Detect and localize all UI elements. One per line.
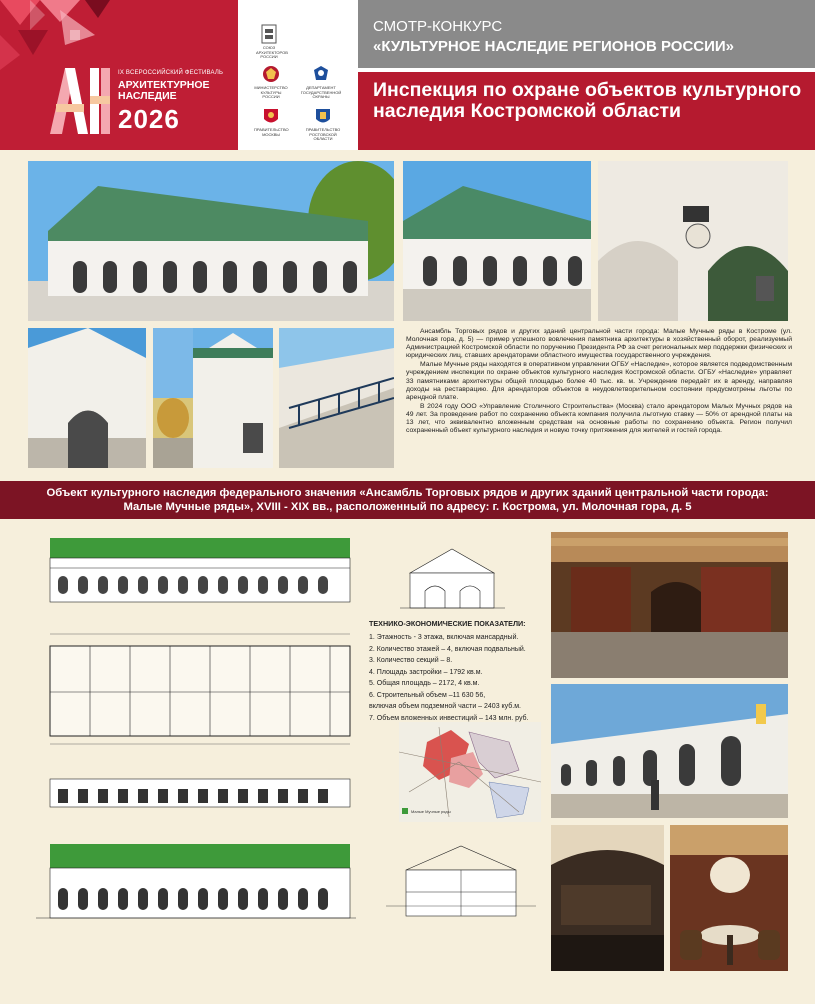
photo-arcade-restored xyxy=(551,684,788,818)
divider xyxy=(358,68,815,72)
festival-name: АРХИТЕКТУРНОЕ НАСЛЕДИЕ xyxy=(118,79,210,102)
end-facade-drawing xyxy=(400,545,505,610)
facade-lower-drawing xyxy=(36,832,356,932)
tech-item: 3. Количество секций – 8. xyxy=(369,657,453,664)
festival-subtitle: IX ВСЕРОССИЙСКИЙ ФЕСТИВАЛЬ xyxy=(118,70,224,76)
festival-panel xyxy=(0,0,238,150)
basement-facade-drawing xyxy=(36,773,356,813)
photo-street-view xyxy=(153,328,193,468)
banner-text xyxy=(10,486,805,514)
festival-logo-icon xyxy=(50,68,110,134)
tech-item: 2. Количество этажей – 4, включая подвальный. xyxy=(369,645,526,653)
drawing-section xyxy=(386,840,536,920)
facade-drawing xyxy=(36,532,356,610)
logo-label: ПРАВИТЕЛЬСТВО РОСТОВСКОЙ ОБЛАСТИ xyxy=(305,127,341,141)
photo-building-end xyxy=(193,328,273,468)
logo-architects-union xyxy=(256,24,288,60)
logo-label: СОЮЗ АРХИТЕКТОРОВ РОССИИ xyxy=(256,45,288,59)
restaurant-photo xyxy=(670,825,788,971)
department-emblem-icon xyxy=(311,64,331,84)
drawing-basement-facade xyxy=(36,773,356,813)
side-facade-photo xyxy=(28,328,146,468)
contest-title-line1: СМОТР-КОНКУРС xyxy=(373,18,503,35)
photo-building-overview xyxy=(28,161,394,321)
section-drawing xyxy=(386,840,536,920)
building-end-photo xyxy=(193,328,273,468)
architects-union-icon xyxy=(261,24,277,44)
location-map xyxy=(399,722,541,822)
logo-department xyxy=(298,64,344,100)
tech-item: включая объем подземной части – 2403 куб.м. xyxy=(369,703,521,710)
paragraph-3: В 2024 году ООО «Управление Столичного Строительства» (Москва) стало арендатором Малых Мучных рядов на 49 лет. За проведение работ по сохранению объекта компания получила льготную ставку — 50% от арендной платы на 13 лет, что эквивалентно вложенным средствам на основные работы по сохранению объекта. Регион получил сохраненный объект культурного наследия и новую точку притяжения для жителей и гостей города. xyxy=(406,402,792,435)
moscow-emblem-icon xyxy=(263,108,279,126)
paragraph-1: Ансамбль Торговых рядов и других зданий центральной части города: Малые Мучные ряды в Костроме (ул. Молочная гора, д. 5) — пример успешного вовлечения памятника архитектуры в хозяйственный оборот, реализуемый Администрацией Костромской области по поручению Президента РФ за счет региональных мер поддержки физических и юридических лиц, ставших арендаторами областного имущества государственного учреждения. xyxy=(406,328,792,360)
photo-building-corner xyxy=(403,161,591,321)
tech-item: 5. Общая площадь – 2172, 4 кв.м. xyxy=(369,680,480,687)
object-banner xyxy=(0,481,815,519)
gallery-railing-photo xyxy=(279,328,394,468)
photo-gallery-railing xyxy=(279,328,394,468)
photo-basement-interior xyxy=(551,532,788,678)
tech-title: ТЕХНИКО-ЭКОНОМИЧЕСКИЕ ПОКАЗАТЕЛИ: xyxy=(369,619,526,628)
banner-line-1: Объект культурного наследия федерального значения «Ансамбль Торговых рядов и других зданий центральной части города: xyxy=(46,487,769,499)
tech-list xyxy=(369,632,529,724)
map-drawing xyxy=(399,722,541,822)
tech-item: 6. Строительный объем –11 630 56, xyxy=(369,691,486,699)
floor-plan-drawing xyxy=(36,622,356,754)
photo-interior-lounge xyxy=(551,825,664,971)
arcade-restored-photo xyxy=(551,684,788,818)
tech-item: 1. Этажность - 3 этажа, включая мансардный. xyxy=(369,634,519,641)
inspection-title: Инспекция по охране объектов культурного наследия Костромской области xyxy=(373,79,802,122)
drawing-facade-lower xyxy=(36,832,356,932)
tech-item: 7. Объем вложенных инвестиций – 143 млн. руб. xyxy=(369,714,529,722)
map-legend: Малые Мучные ряды xyxy=(411,809,451,814)
contest-title-line2: «КУЛЬТУРНОЕ НАСЛЕДИЕ РЕГИОНОВ РОССИИ» xyxy=(373,38,735,55)
street-view-photo xyxy=(153,328,193,468)
logo-label: МИНИСТЕРСТВО КУЛЬТУРЫ РОССИИ xyxy=(254,85,288,99)
arch-detail-photo xyxy=(598,161,788,321)
logo-label: ДЕПАРТАМЕНТ ГОСУДАРСТВЕННОЙ ОХРАНЫ xyxy=(300,85,342,99)
banner-line-2: Малые Мучные ряды», XVIII - XIX вв., расположенный по адресу: г. Кострома, ул. Молочная гора, д. 5 xyxy=(123,501,692,513)
building-photo-corner xyxy=(403,161,591,321)
rostov-emblem-icon xyxy=(315,108,331,126)
building-photo-main xyxy=(28,161,394,321)
partner-logos xyxy=(238,0,358,150)
ministry-emblem-icon xyxy=(261,64,281,84)
drawing-facade-main xyxy=(36,532,356,610)
festival-year: 2026 xyxy=(118,104,180,134)
logo-moscow-government xyxy=(254,108,288,137)
header xyxy=(0,0,815,150)
interior-lounge-photo xyxy=(551,825,664,971)
logo-rostov-government xyxy=(300,108,346,142)
drawing-floor-plan xyxy=(36,622,356,754)
photo-arch-detail xyxy=(598,161,788,321)
paragraph-2: Малые Мучные ряды находятся в оперативном управлении ОГБУ «Наследие», которое является подведомственным учреждением инспекции по охране объектов культурного наследия Костромской области. ОГБУ «Наследие» управляет 33 памятниками архитектуры общей площадью более 40 тыс. кв. м. Учреждение передаёт их в аренду, направляя доходы на реставрацию. Для арендаторов объектов в неудовлетворительном состоянии предусмотрены льготы по арендной плате. xyxy=(406,361,792,401)
description-text xyxy=(406,328,792,436)
photo-side-facade xyxy=(28,328,146,468)
tech-item: 4. Площадь застройки – 1792 кв.м. xyxy=(369,668,483,676)
basement-interior-photo xyxy=(551,532,788,678)
logo-label: ПРАВИТЕЛЬСТВО МОСКВЫ xyxy=(254,127,289,137)
logo-ministry-culture xyxy=(254,64,288,100)
drawing-end-facade xyxy=(400,545,505,610)
photo-restaurant xyxy=(670,825,788,971)
